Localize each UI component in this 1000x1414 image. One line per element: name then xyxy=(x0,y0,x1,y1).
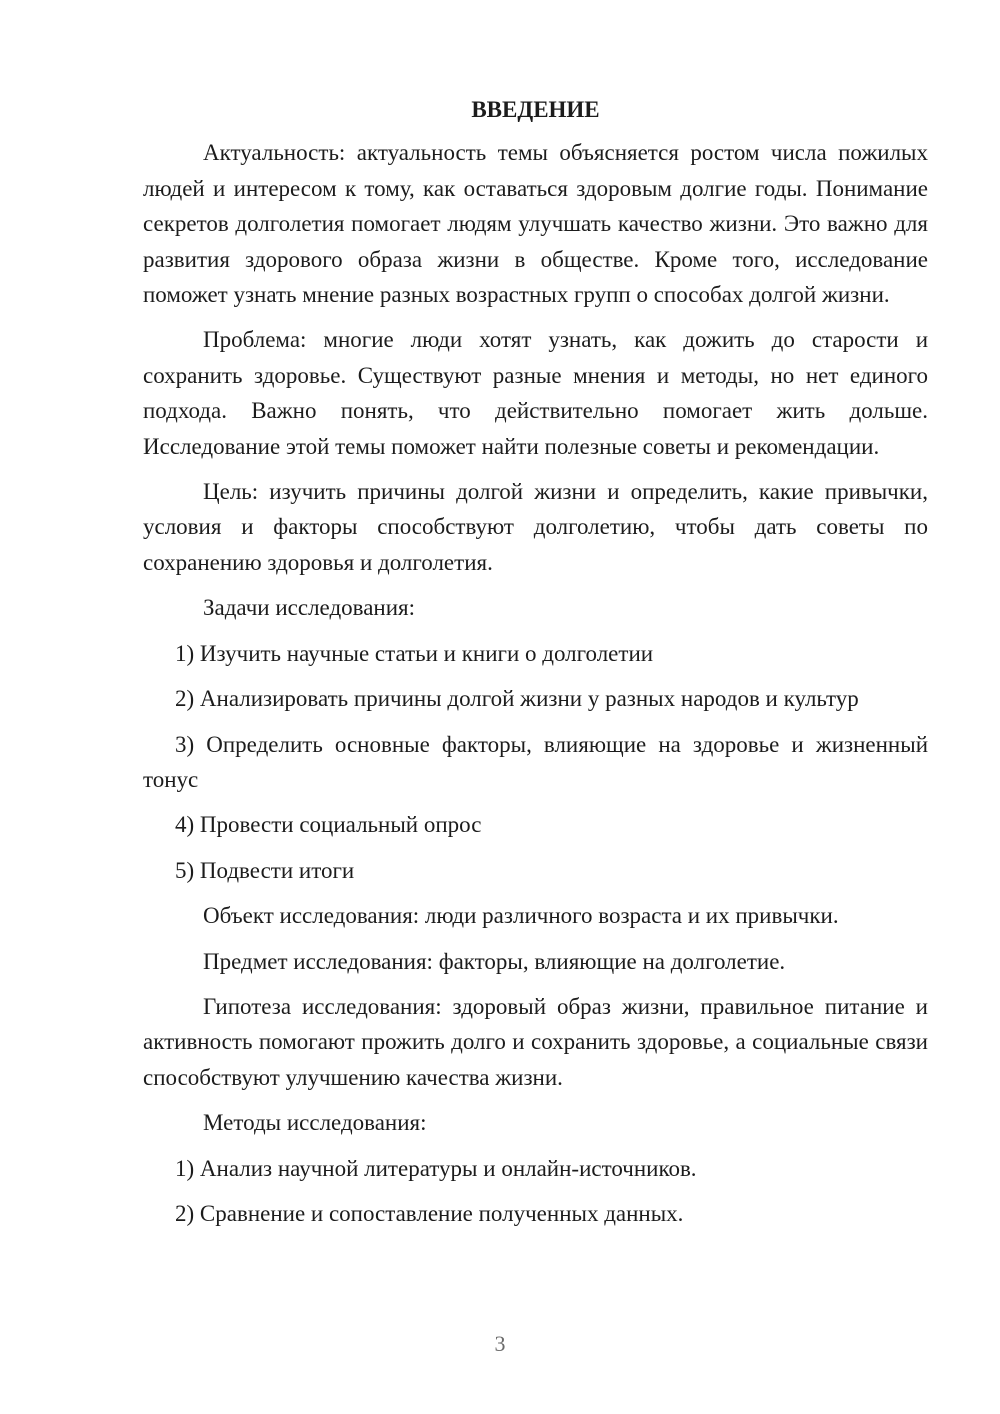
paragraph-goal: Цель: изучить причины долгой жизни и определить, какие привычки, условия и факторы способствуют долголетию, чтобы дать советы по сохранению здоровья и долголетия. xyxy=(143,479,928,575)
method-item-2: 2) Сравнение и сопоставление полученных данных. xyxy=(175,1200,684,1226)
page-number: 3 xyxy=(494,1331,506,1356)
paragraph-relevance: Актуальность: актуальность темы объясняется ростом числа пожилых людей и интересом к тому, как оставаться здоровым долгие годы. Понимание секретов долголетия помогает людям улучшать качество жизни. Это важно для развития здорового образа жизни в обществе. Кроме того, исследование поможет узнать мнение разных возрастных групп о способах долгой жизни. xyxy=(143,140,928,308)
tasks-heading: Задачи исследования: xyxy=(203,595,416,621)
paragraph-object: Объект исследования: люди различного возраста и их привычки. xyxy=(203,903,839,929)
task-item-1: 1) Изучить научные статьи и книги о долголетии xyxy=(175,640,654,666)
paragraph-subject: Предмет исследования: факторы, влияющие на долголетие. xyxy=(203,948,786,974)
task-item-3: 3) Определить основные факторы, влияющие на здоровье и жизненный тонус xyxy=(143,731,928,792)
section-title: ВВЕДЕНИЕ xyxy=(471,97,600,122)
paragraph-hypothesis: Гипотеза исследования: здоровый образ жизни, правильное питание и активность помогают прожить долго и сохранить здоровье, а социальные связи способствуют улучшению качества жизни. xyxy=(143,993,928,1090)
task-item-4: 4) Провести социальный опрос xyxy=(175,812,482,838)
task-item-5: 5) Подвести итоги xyxy=(175,857,355,883)
task-item-2: 2) Анализировать причины долгой жизни у разных народов и культур xyxy=(175,686,859,712)
method-item-1: 1) Анализ научной литературы и онлайн-источников. xyxy=(175,1155,697,1181)
document-page xyxy=(143,92,928,1241)
paragraph-problem: Проблема: многие люди хотят узнать, как дожить до старости и сохранить здоровье. Существуют разные мнения и методы, но нет единого подхода. Важно понять, что действительно помогает жить дольше. Исследование этой темы поможет найти полезные советы и рекомендации. xyxy=(143,327,928,459)
methods-heading: Методы исследования: xyxy=(203,1110,427,1136)
